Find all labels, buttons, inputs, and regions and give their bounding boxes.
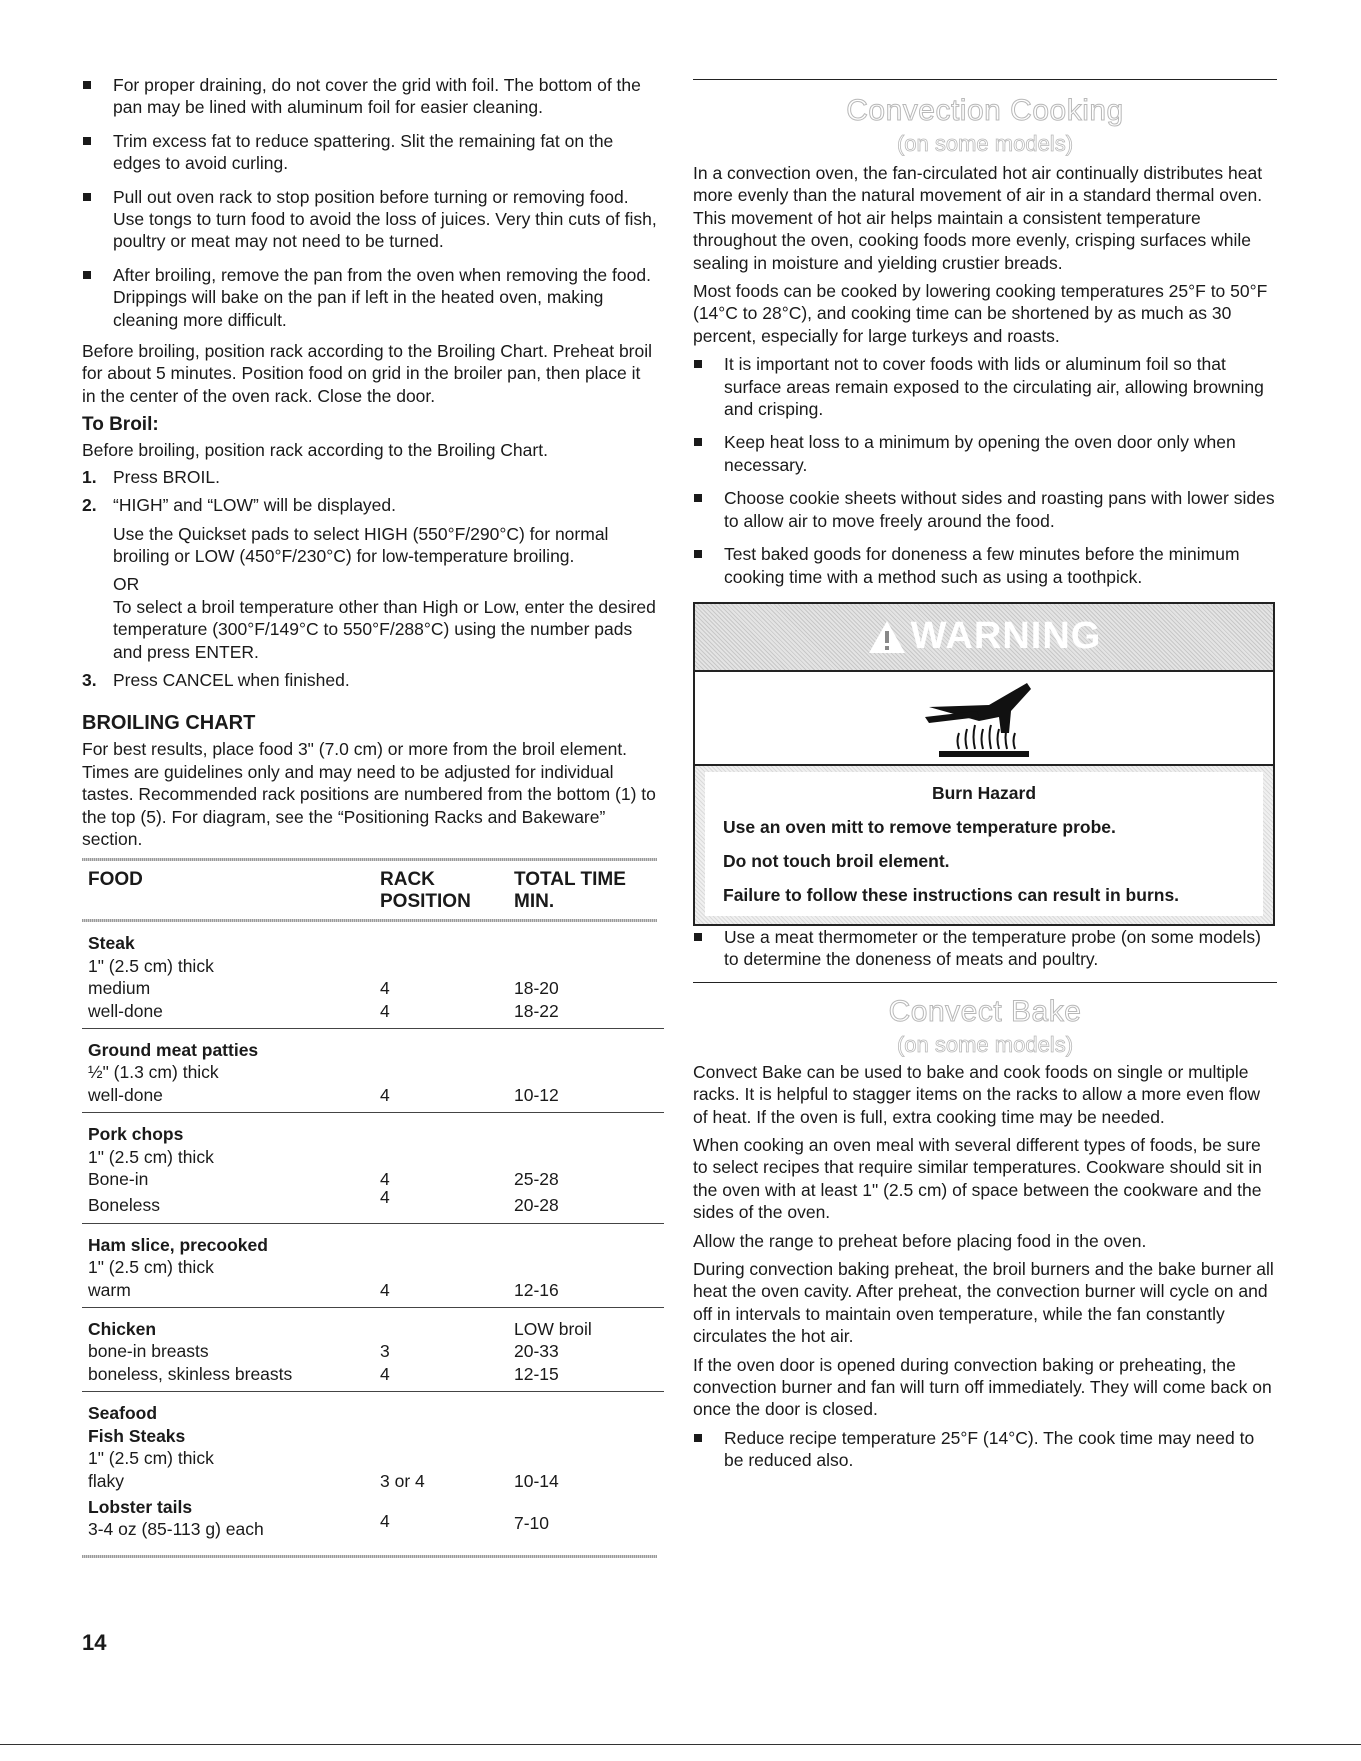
- rack-position: 4: [380, 1084, 390, 1105]
- total-time: 18-22: [514, 1000, 559, 1021]
- list-item: [693, 543, 1277, 588]
- step-or: OR: [113, 574, 140, 595]
- broil-preheat-paragraph: Before broiling, position rack according to the Broiling Chart. Preheat broil for about 5 minutes. Position food on grid in the broiler pan, then place it in the center of the oven rack. Close the door.: [82, 341, 653, 406]
- to-broil-heading: To Broil:: [82, 414, 159, 436]
- total-time: 18-20: [514, 978, 559, 999]
- rack-position: 4: [380, 1169, 390, 1190]
- table-row: [82, 1113, 664, 1224]
- hand-over-heat-icon: [919, 677, 1049, 759]
- step-number: 2.: [82, 495, 97, 516]
- warning-box: [693, 602, 1275, 926]
- food-name: boneless, skinless breasts: [88, 1363, 293, 1384]
- rack-position: 4: [380, 1279, 390, 1300]
- bullet-text: Use a meat thermometer or the temperature probe (on some models) to determine the doneness of meats and poultry.: [724, 926, 1261, 970]
- rack-position: 4: [380, 1000, 390, 1021]
- total-time: 10-12: [514, 1084, 559, 1105]
- bullet-text: Choose cookie sheets without sides and roasting pans with lower sides to allow air to move freely around the food.: [724, 488, 1275, 531]
- warning-triangle-icon: [867, 619, 907, 655]
- food-thickness: 1" (2.5 cm) thick: [88, 1257, 214, 1278]
- convection-cooking-title: Convection Cooking: [846, 94, 1124, 127]
- convection-cooking-subtitle: (on some models): [896, 131, 1074, 156]
- broil-tips-list: [82, 74, 657, 331]
- total-time: 7-10: [514, 1513, 550, 1534]
- bullet-square-icon: [83, 271, 91, 279]
- step-number: 3.: [82, 669, 97, 690]
- bullet-square-icon: [694, 1434, 702, 1442]
- food-group-title: Chicken: [88, 1319, 157, 1340]
- list-item: [693, 431, 1277, 476]
- food-name: Bone-in: [88, 1169, 149, 1190]
- convect-bake-paragraph: Convect Bake can be used to bake and cook foods on single or multiple racks. It is helpful to stagger items on the racks to allow a more even flow of heat. If the oven is full, extra cooking time may be needed.: [693, 1061, 1261, 1127]
- total-time: 25-28: [514, 1169, 559, 1190]
- list-item: [693, 353, 1277, 420]
- convect-bake-title: Convect Bake: [888, 994, 1082, 1028]
- food-thickness: ½" (1.3 cm) thick: [88, 1062, 219, 1083]
- bullet-text: Test baked goods for doneness a few minutes before the minimum cooking time with a method such as using a toothpick.: [724, 544, 1240, 587]
- food-group-title: Ham slice, precooked: [88, 1234, 268, 1255]
- warning-pictogram: [693, 670, 1275, 766]
- bullet-square-icon: [83, 81, 91, 89]
- convect-bake-paragraph: If the oven door is opened during convection baking or preheating, the convection burner and fan will turn off immediately. They will come back on once the door is closed.: [693, 1354, 1272, 1420]
- total-time: 12-16: [514, 1279, 559, 1300]
- list-item: [693, 926, 1277, 971]
- food-name: bone-in breasts: [88, 1341, 209, 1362]
- warning-line: Do not touch broil element.: [723, 850, 950, 871]
- warning-line: Failure to follow these instructions can result in burns.: [723, 884, 1180, 905]
- step-item: [82, 494, 657, 663]
- food-subgroup-title: Lobster tails: [88, 1496, 193, 1517]
- food-group-title: Pork chops: [88, 1124, 184, 1145]
- list-item: [693, 487, 1277, 532]
- broiling-chart-intro: For best results, place food 3" (7.0 cm) or more from the broil element. Times are guidelines only and may need to be adjusted for individual tastes. Recommended rack positions are numbered from the bottom (1) to the top (5). For diagram, see the “Positioning Racks and Bakeware” section.: [82, 739, 656, 849]
- warning-body: [693, 766, 1275, 926]
- food-thickness: 1" (2.5 cm) thick: [88, 955, 214, 976]
- total-time: 12-15: [514, 1363, 559, 1384]
- broiling-chart-heading: BROILING CHART: [82, 712, 256, 735]
- header-time-text: TOTAL TIME MIN.: [514, 869, 626, 913]
- bullet-text: Pull out oven rack to stop position before turning or removing food. Use tongs to turn food to avoid the loss of juices. Very thin cuts of fish, poultry or meat may not need to be turned.: [113, 186, 657, 252]
- bullet-square-icon: [83, 137, 91, 145]
- table-row: [82, 1308, 664, 1392]
- food-group-title: Seafood: [88, 1403, 158, 1424]
- page-bottom-rule: [0, 1744, 1361, 1745]
- table-row: [82, 1029, 664, 1113]
- food-group-title: Ground meat patties: [88, 1040, 259, 1060]
- bullet-text: Trim excess fat to reduce spattering. Slit the remaining fat on the edges to avoid curling.: [113, 130, 614, 174]
- broil-steps: [82, 466, 657, 692]
- table-row: [82, 1223, 664, 1307]
- warning-line: Use an oven mitt to remove temperature probe.: [723, 816, 1116, 837]
- bullet-text: After broiling, remove the pan from the oven when removing the food. Drippings will bake on the pan if left in the heated oven, making cleaning more difficult.: [113, 264, 651, 330]
- page-number: 14: [82, 1630, 107, 1655]
- broiling-chart-table: [82, 861, 664, 919]
- header-food: FOOD: [88, 869, 143, 891]
- list-item: [693, 1427, 1277, 1472]
- warning-header: [693, 602, 1275, 670]
- food-group-title: Steak: [88, 933, 135, 954]
- food-thickness: 1" (2.5 cm) thick: [88, 1146, 214, 1167]
- food-name: 3-4 oz (85-113 g) each: [88, 1519, 264, 1540]
- warning-hazard: Burn Hazard: [931, 782, 1037, 803]
- food-name: warm: [88, 1279, 131, 1300]
- convect-bake-subtitle: (on some models): [896, 1031, 1074, 1057]
- rack-position: 3: [380, 1341, 390, 1362]
- convection-tips-list: [693, 353, 1277, 588]
- total-time: 10-14: [514, 1470, 559, 1491]
- table-row: [82, 1392, 664, 1547]
- probe-tip-list: [693, 926, 1277, 971]
- convect-bake-tip-list: [693, 1427, 1277, 1472]
- step-number: 1.: [82, 466, 97, 487]
- left-column: [82, 74, 657, 1558]
- table-header-row: [82, 861, 664, 919]
- bullet-text: Keep heat loss to a minimum by opening the oven door only when necessary.: [724, 432, 1236, 475]
- table-row: [82, 922, 664, 1028]
- rack-position: 3 or 4: [380, 1470, 425, 1491]
- rack-position: 4: [380, 1187, 390, 1208]
- food-name: medium: [88, 978, 151, 999]
- header-rack: [374, 861, 508, 919]
- food-name: Boneless: [88, 1195, 160, 1216]
- warning-title: WARNING: [910, 615, 1102, 658]
- bullet-square-icon: [694, 933, 702, 941]
- step-text: Press BROIL.: [113, 466, 220, 487]
- convect-bake-paragraph: When cooking an oven meal with several different types of foods, be sure to select recipes that require similar temperatures. Cookware should sit in the oven with at least 1" (2.5 cm) of space between the cookware and the sides of the oven.: [693, 1134, 1262, 1223]
- broiling-chart-body: [82, 922, 664, 1546]
- step-detail: Use the Quickset pads to select HIGH (550°F/290°C) for normal broiling or LOW (450°F/230°C) for low-temperature broiling.: [113, 523, 609, 566]
- list-item: [82, 74, 657, 119]
- food-name: well-done: [88, 1084, 163, 1105]
- bullet-square-icon: [694, 360, 702, 368]
- list-item: [82, 130, 657, 175]
- convect-bake-paragraph: During convection baking preheat, the broil burners and the bake burner all heat the oven cavity. After preheat, the convection burner will cycle on and off in intervals to maintain oven temperature, while the fan constantly circulates the hot air.: [693, 1258, 1274, 1347]
- bullet-square-icon: [694, 438, 702, 446]
- convect-bake-paragraph: Allow the range to preheat before placing food in the oven.: [693, 1230, 1147, 1251]
- table-bottom-rule: [82, 1555, 657, 1558]
- step-item: [82, 466, 657, 488]
- step-text: “HIGH” and “LOW” will be displayed.: [113, 495, 396, 516]
- rack-position: 4: [380, 978, 390, 999]
- header-rack-text: RACK POSITION: [380, 869, 471, 913]
- list-item: [82, 264, 657, 331]
- bullet-square-icon: [694, 550, 702, 558]
- food-name: well-done: [88, 1000, 163, 1021]
- right-column: [693, 79, 1277, 1483]
- to-broil-intro: Before broiling, position rack according to the Broiling Chart.: [82, 440, 548, 461]
- convection-paragraph: Most foods can be cooked by lowering cooking temperatures 25°F to 50°F (14°C to 28°C), and cooking time can be shortened by as much as 30 percent, especially for large turkeys and roasts.: [693, 281, 1268, 346]
- bullet-square-icon: [83, 193, 91, 201]
- step-item: [82, 669, 657, 691]
- list-item: [82, 186, 657, 253]
- food-subgroup-title: Fish Steaks: [88, 1425, 186, 1446]
- convection-paragraph: In a convection oven, the fan-circulated hot air continually distributes heat more evenly than the natural movement of air in a standard thermal oven. This movement of hot air helps maintain a consistent temperature throughout the oven, cooking foods more evenly, crisping surfaces while sealing in moisture and yielding crustier breads.: [693, 163, 1263, 273]
- food-thickness: 1" (2.5 cm) thick: [88, 1448, 214, 1469]
- bullet-text: Reduce recipe temperature 25°F (14°C). The cook time may need to be reduced also.: [724, 1427, 1255, 1471]
- bullet-square-icon: [694, 494, 702, 502]
- rack-position: 4: [380, 1511, 390, 1532]
- header-time: [508, 861, 664, 919]
- total-time: LOW broil: [514, 1319, 592, 1340]
- food-name: flaky: [88, 1470, 124, 1491]
- step-text: Press CANCEL when finished.: [113, 669, 350, 690]
- bullet-text: It is important not to cover foods with lids or aluminum foil so that surface areas remain exposed to the circulating air, allowing browning and crisping.: [724, 354, 1264, 420]
- step-detail: To select a broil temperature other than High or Low, enter the desired temperature (300°F/149°C to 550°F/288°C) using the number pads and press ENTER.: [113, 596, 656, 662]
- total-time: 20-33: [514, 1341, 559, 1362]
- rack-position: 4: [380, 1363, 390, 1384]
- bullet-text: For proper draining, do not cover the grid with foil. The bottom of the pan may be lined with aluminum foil for easier cleaning.: [113, 75, 641, 118]
- total-time: 20-28: [514, 1195, 559, 1216]
